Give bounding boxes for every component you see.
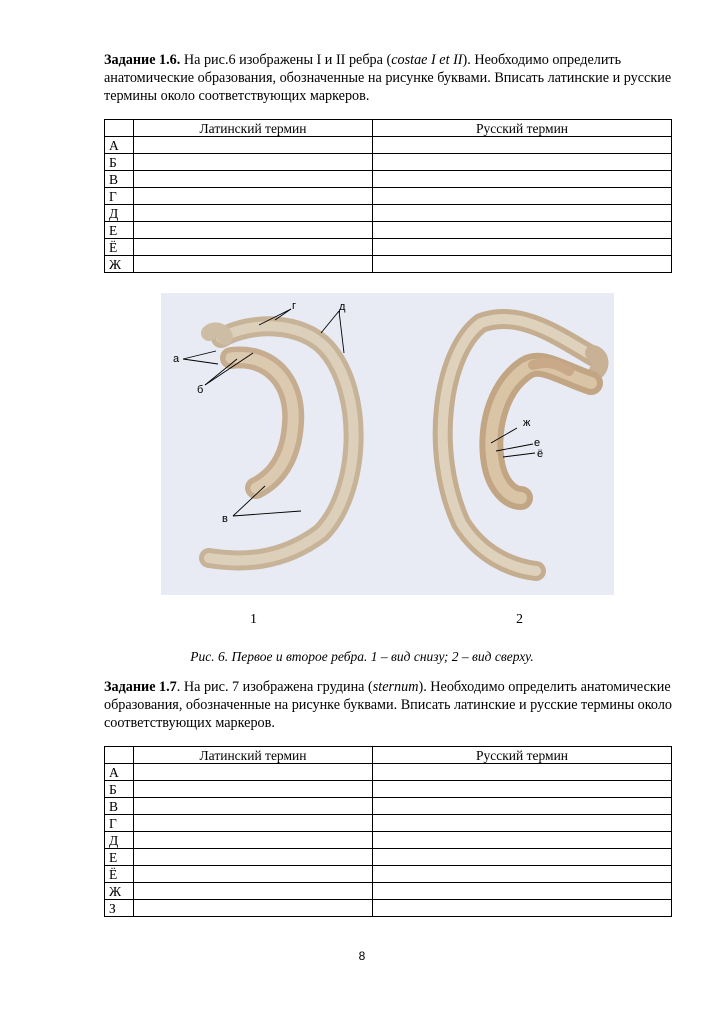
task-1-7-heading: Задание 1.7: [104, 679, 177, 695]
task-1-6-text-before: На рис.6 изображены I и II ребра (: [180, 52, 392, 68]
table-row: [105, 866, 672, 883]
latin-term-cell[interactable]: [134, 137, 373, 154]
russian-term-cell[interactable]: [373, 815, 672, 832]
row-letter: Ж: [105, 883, 134, 900]
column-header-russian: Русский термин: [373, 747, 672, 764]
russian-term-cell[interactable]: [373, 832, 672, 849]
task-1-7-paragraph: [104, 678, 674, 732]
russian-term-cell[interactable]: [373, 883, 672, 900]
table-row: [105, 256, 672, 273]
table-row: [105, 798, 672, 815]
russian-term-cell[interactable]: [373, 256, 672, 273]
figure-part-2-number: 2: [516, 612, 523, 627]
table-row: [105, 137, 672, 154]
latin-term-cell[interactable]: [134, 222, 373, 239]
task-1-7-table: [104, 746, 672, 917]
table-row: [105, 154, 672, 171]
table-row: [105, 832, 672, 849]
russian-term-cell[interactable]: [373, 154, 672, 171]
label-e: е: [534, 437, 541, 449]
row-letter: З: [105, 900, 134, 917]
latin-term-cell[interactable]: [134, 171, 373, 188]
table-row: [105, 883, 672, 900]
row-letter: В: [105, 171, 134, 188]
table-row: [105, 205, 672, 222]
table-row: [105, 171, 672, 188]
latin-term-cell[interactable]: [134, 815, 373, 832]
table-row: [105, 900, 672, 917]
russian-term-cell[interactable]: [373, 781, 672, 798]
task-1-7-text-before: . На рис. 7 изображена грудина (: [176, 679, 373, 695]
latin-term-cell[interactable]: [134, 883, 373, 900]
table-row: [105, 239, 672, 256]
label-b: б: [197, 384, 204, 396]
task-1-7-latin: sternum: [372, 679, 419, 695]
label-g: г: [292, 300, 297, 312]
table-row: [105, 781, 672, 798]
table-row: [105, 764, 672, 781]
russian-term-cell[interactable]: [373, 171, 672, 188]
table-row: [105, 815, 672, 832]
russian-term-cell[interactable]: [373, 188, 672, 205]
latin-term-cell[interactable]: [134, 781, 373, 798]
latin-term-cell[interactable]: [134, 205, 373, 222]
label-zh: ж: [523, 417, 531, 429]
column-header-latin: Латинский термин: [134, 747, 373, 764]
row-letter: Г: [105, 815, 134, 832]
row-letter: Е: [105, 849, 134, 866]
table-row: [105, 849, 672, 866]
row-letter: А: [105, 137, 134, 154]
row-letter: Ё: [105, 866, 134, 883]
russian-term-cell[interactable]: [373, 222, 672, 239]
latin-term-cell[interactable]: [134, 764, 373, 781]
figure-part-1-number: 1: [250, 612, 257, 627]
task-1-6-table: [104, 119, 672, 273]
row-letter: Е: [105, 222, 134, 239]
figure-caption: Рис. 6. Первое и второе ребра. 1 – вид снизу; 2 – вид сверху.: [190, 649, 534, 664]
latin-term-cell[interactable]: [134, 256, 373, 273]
latin-term-cell[interactable]: [134, 154, 373, 171]
column-header-latin: Латинский термин: [134, 120, 373, 137]
row-letter: Д: [105, 205, 134, 222]
latin-term-cell[interactable]: [134, 866, 373, 883]
label-yo: ё: [537, 448, 544, 460]
russian-term-cell[interactable]: [373, 205, 672, 222]
latin-term-cell[interactable]: [134, 188, 373, 205]
russian-term-cell[interactable]: [373, 239, 672, 256]
ribs-figure: [161, 293, 614, 595]
row-letter: В: [105, 798, 134, 815]
column-header-russian: Русский термин: [373, 120, 672, 137]
latin-term-cell[interactable]: [134, 900, 373, 917]
russian-term-cell[interactable]: [373, 798, 672, 815]
russian-term-cell[interactable]: [373, 849, 672, 866]
table-row: [105, 188, 672, 205]
russian-term-cell[interactable]: [373, 866, 672, 883]
table-row: [105, 222, 672, 239]
task-1-7-text-after: ). Необходимо определить анатомические образования, обозначенные на рисунке буквами. Вписать латинские и русские термины около соответствующих маркеров.: [104, 679, 673, 731]
ribs-illustration: [161, 293, 614, 595]
russian-term-cell[interactable]: [373, 900, 672, 917]
label-d: д: [339, 301, 346, 313]
table-corner: [105, 120, 134, 137]
label-v: в: [222, 513, 228, 525]
table-corner: [105, 747, 134, 764]
task-1-6-heading: Задание 1.6.: [104, 52, 181, 68]
latin-term-cell[interactable]: [134, 849, 373, 866]
row-letter: Б: [105, 781, 134, 798]
row-letter: Ж: [105, 256, 134, 273]
page-number: 8: [358, 949, 366, 963]
label-a: а: [173, 353, 180, 365]
latin-term-cell[interactable]: [134, 239, 373, 256]
row-letter: Ё: [105, 239, 134, 256]
row-letter: Г: [105, 188, 134, 205]
latin-term-cell[interactable]: [134, 832, 373, 849]
latin-term-cell[interactable]: [134, 798, 373, 815]
task-1-6-text-after: ). Необходимо определить анатомические образования, обозначенные на рисунке буквами. Вписать латинские и русские термины около соответствующих маркеров.: [104, 52, 672, 104]
row-letter: Б: [105, 154, 134, 171]
row-letter: Д: [105, 832, 134, 849]
task-1-6-paragraph: [104, 51, 674, 105]
russian-term-cell[interactable]: [373, 137, 672, 154]
russian-term-cell[interactable]: [373, 764, 672, 781]
row-letter: А: [105, 764, 134, 781]
task-1-6-latin: costae I et II: [391, 52, 463, 68]
